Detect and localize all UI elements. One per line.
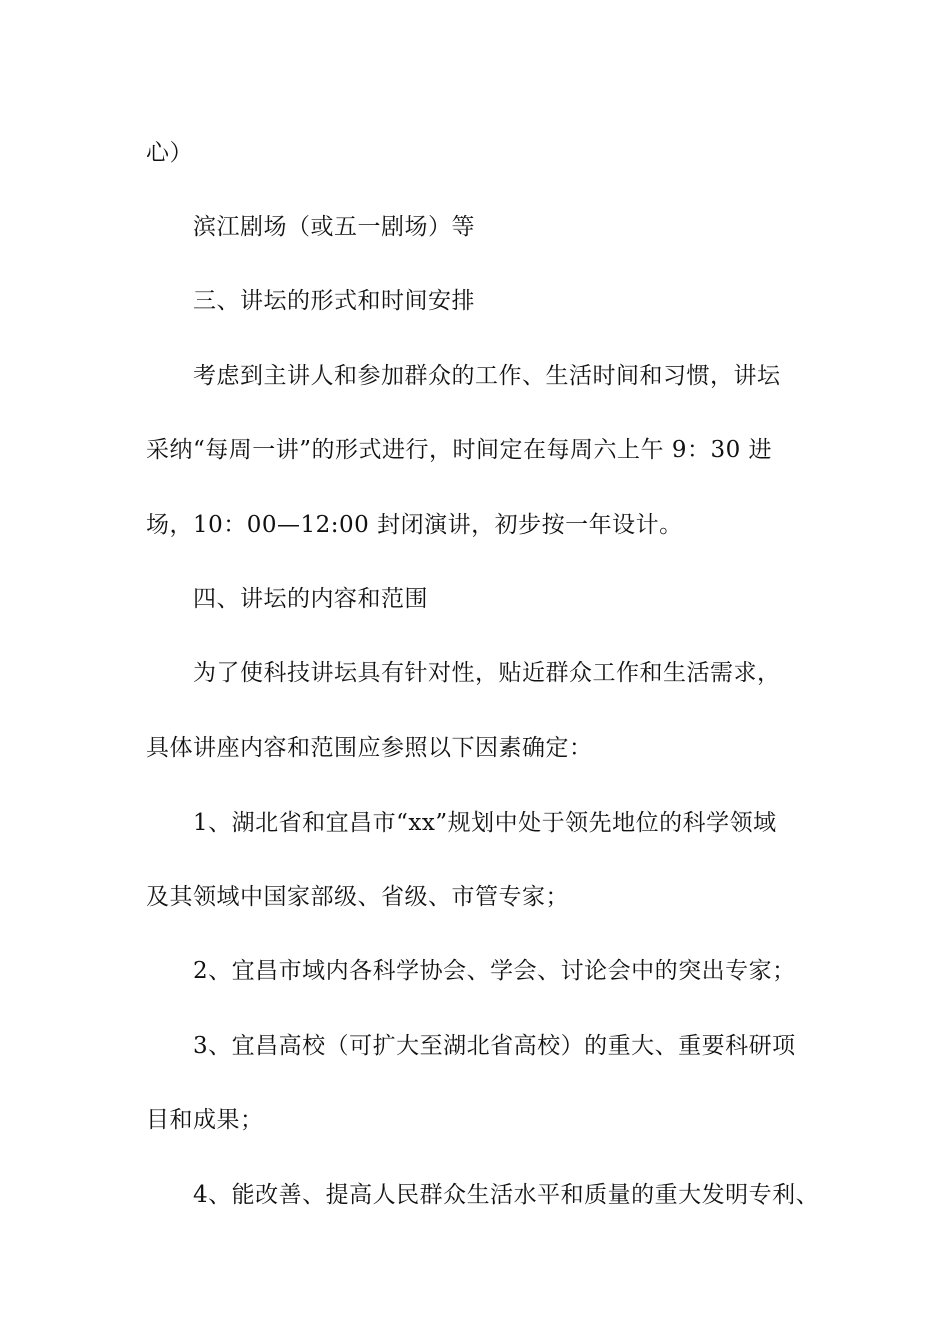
- text-line: 具体讲座内容和范围应参照以下因素确定：: [146, 735, 593, 761]
- text-line: 场，10：00—12:00 封闭演讲，初步按一年设计。: [146, 512, 683, 538]
- section-heading: 三、讲坛的形式和时间安排: [193, 288, 475, 314]
- text-line: 目和成果；: [146, 1107, 264, 1133]
- section-heading: 四、讲坛的内容和范围: [193, 586, 428, 612]
- list-item: 2、宜昌市域内各科学协会、学会、讨论会中的突出专家；: [193, 958, 796, 984]
- text-line: 为了使科技讲坛具有针对性，贴近群众工作和生活需求，: [193, 660, 781, 686]
- list-item: 4、能改善、提高人民群众生活水平和质量的重大发明专利、: [193, 1182, 820, 1208]
- list-item: 3、宜昌高校（可扩大至湖北省高校）的重大、重要科研项: [193, 1033, 796, 1059]
- text-line: 滨江剧场（或五一剧场）等: [193, 214, 475, 240]
- text-line: 心）: [146, 140, 193, 166]
- text-line: 采纳“每周一讲”的形式进行，时间定在每周六上午 9：30 进: [146, 437, 773, 463]
- text-line: 及其领域中国家部级、省级、市管专家；: [146, 884, 569, 910]
- list-item: 1、湖北省和宜昌市“xx”规划中处于领先地位的科学领域: [193, 810, 777, 836]
- text-line: 考虑到主讲人和参加群众的工作、生活时间和习惯，讲坛: [193, 363, 781, 389]
